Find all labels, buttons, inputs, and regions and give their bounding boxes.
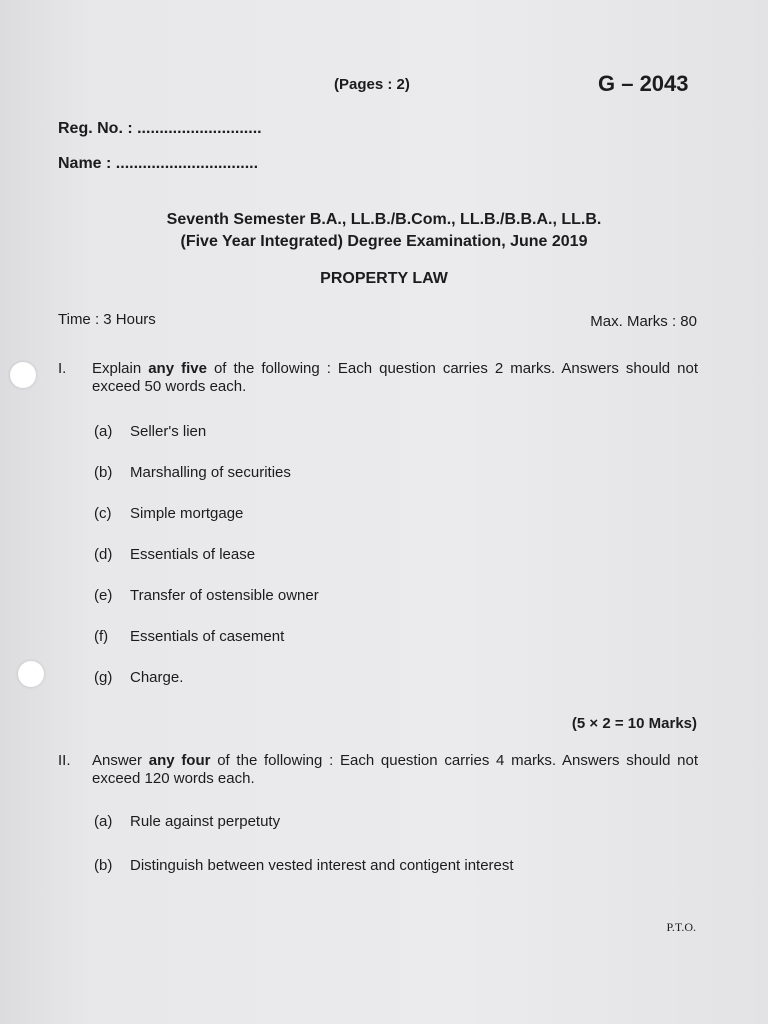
exam-title-line2: (Five Year Integrated) Degree Examination, June 2019 (180, 233, 588, 250)
item-text: Transfer of ostensible owner (130, 587, 319, 604)
item-text: Rule against perpetuty (130, 813, 281, 830)
subject-title: PROPERTY LAW (320, 270, 448, 287)
exam-time: Time : 3 Hours (58, 311, 156, 328)
item-text: Distinguish between vested interest and contigent interest (130, 857, 514, 874)
section-number: II. (58, 752, 71, 769)
section-instruction: Answer any four of the following : Each question carries 4 marks. Answers should not exceed 120 words each. (92, 752, 698, 787)
item-text: Seller's lien (130, 423, 207, 440)
item-text: Marshalling of securities (130, 464, 291, 481)
item-label: (a) (94, 423, 113, 440)
section-instruction: Explain any five of the following : Each question carries 2 marks. Answers should not exceed 50 words each. (92, 360, 698, 395)
item-label: (g) (94, 669, 113, 686)
section-marks: (5 × 2 = 10 Marks) (571, 715, 697, 732)
item-label: (d) (94, 546, 113, 563)
item-text: Simple mortgage (130, 505, 244, 522)
punch-hole-bottom (18, 661, 44, 687)
item-label: (b) (94, 464, 113, 481)
item-text: Charge. (130, 669, 184, 686)
item-label: (f) (94, 628, 109, 645)
paper-code: G – 2043 (598, 71, 689, 96)
reg-no-field: Reg. No. : ............................ (58, 120, 262, 137)
item-text: Essentials of lease (130, 546, 256, 563)
name-field: Name : ................................ (58, 155, 259, 172)
max-marks: Max. Marks : 80 (590, 313, 697, 330)
page-count: (Pages : 2) (334, 76, 410, 93)
item-label: (c) (94, 505, 112, 522)
punch-hole-top (10, 362, 36, 388)
item-label: (b) (94, 857, 113, 874)
section-number: I. (58, 360, 67, 377)
item-label: (a) (94, 813, 113, 830)
exam-title-line1: Seventh Semester B.A., LL.B./B.Com., LL.B./B.B.A., LL.B. (166, 211, 602, 228)
please-turn-over: P.T.O. (666, 920, 696, 934)
item-label: (e) (94, 587, 113, 604)
item-text: Essentials of casement (130, 628, 285, 645)
